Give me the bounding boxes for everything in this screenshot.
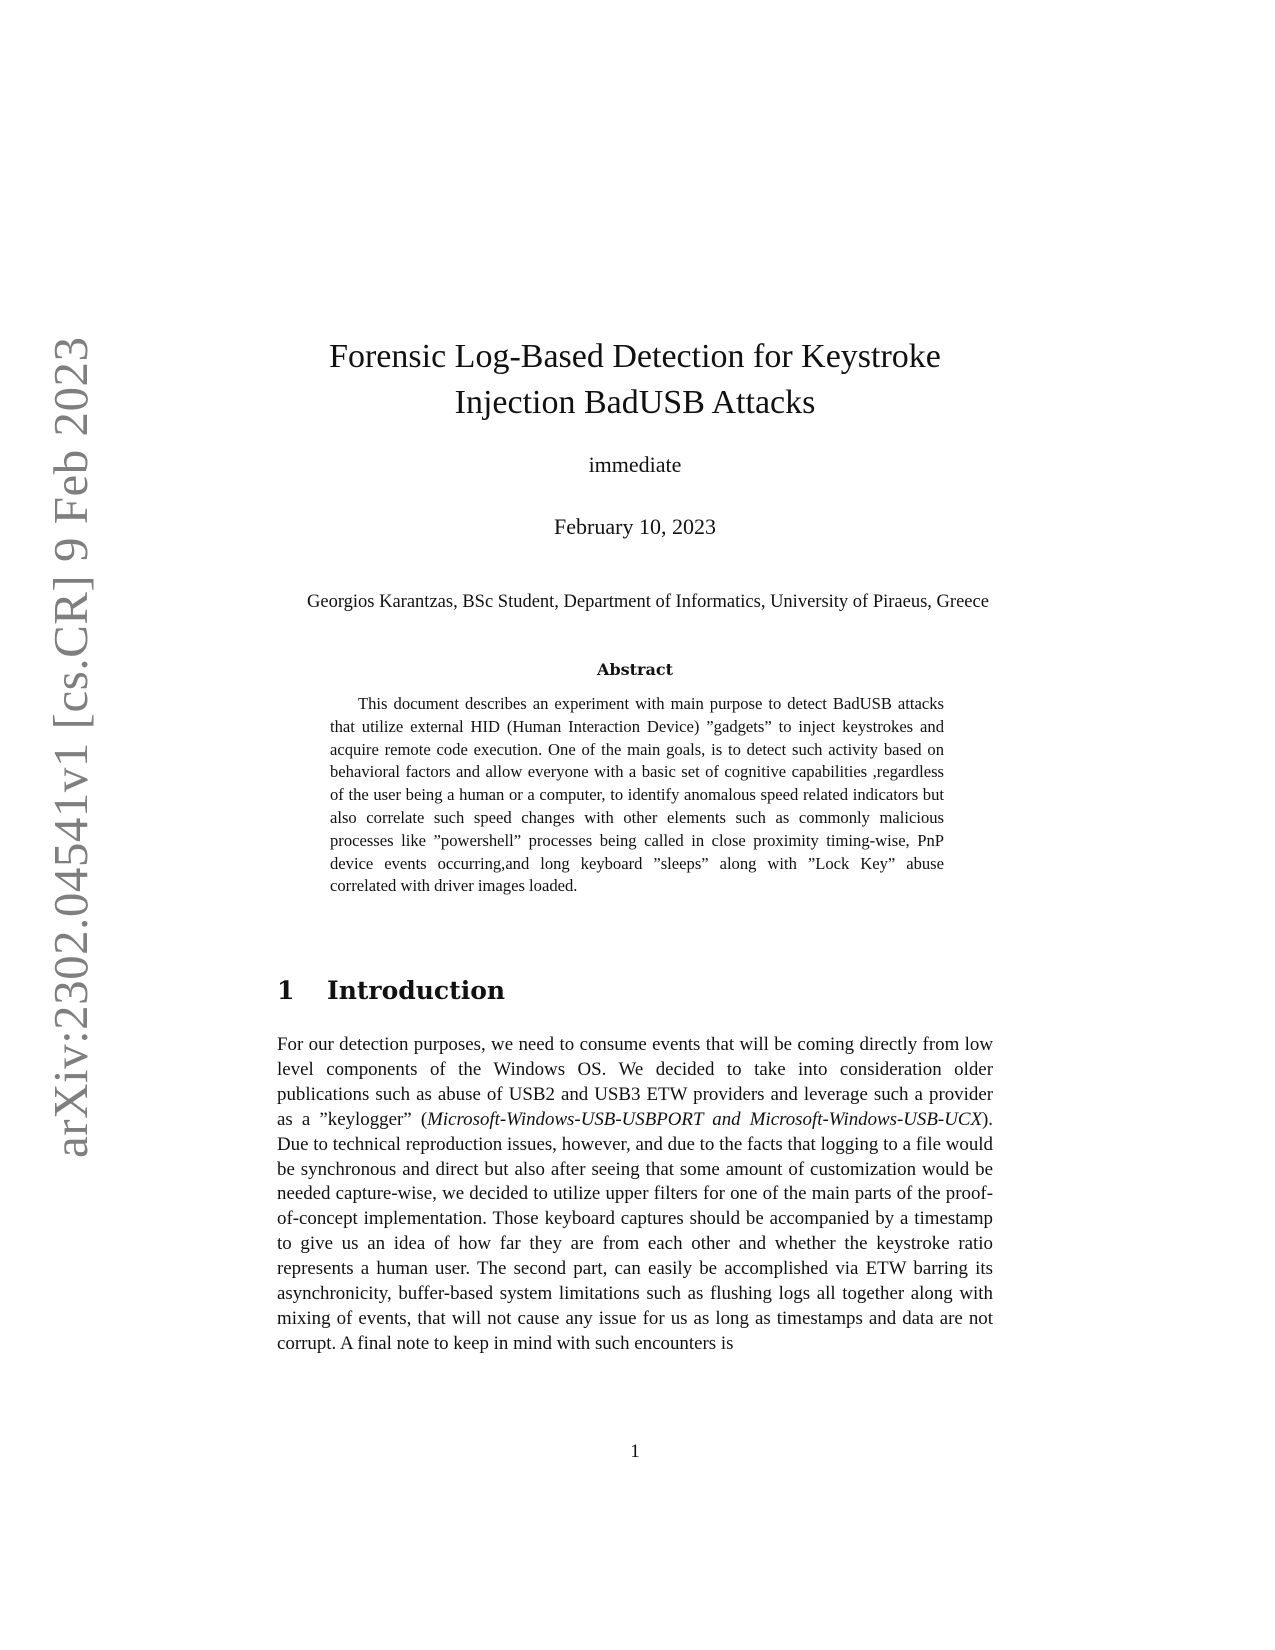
section-number: 1 [277,976,295,1005]
arxiv-sidebar-stamp: arXiv:2302.04541v1 [cs.CR] 9 Feb 2023 [43,336,98,1158]
page-number: 1 [630,1441,640,1462]
title-line-1: Forensic Log-Based Detection for Keystroke [329,338,941,375]
intro-text-part-2: ). Due to technical reproduction issues, however, and due to the facts that logging to a file would be synchronous and direct but also after seeing that some amount of customization would be needed capture-wise, we decided to utilize upper filters for one of the main parts of the proof-of-concept implementation. Those keyboard captures should be accompanied by a timestamp to give us an idea of how far they are from each other and whether the keystroke ratio represents a human user. The second part, can easily be accomplished via ETW barring its asynchronicity, buffer-based system limitations such as flushing logs all together along with mixing of events, that will not cause any issue for us as long as timestamps and data are not corrupt. A final note to keep in mind with such encounters is [277,1108,994,1354]
abstract-heading: Abstract [597,660,673,679]
author-affiliation: Georgios Karantzas, BSc Student, Department of Informatics, University of Piraeus, Greece [307,592,989,612]
intro-text-part-1: For our detection purposes, we need to consume events that will be coming directly from low level components of the Windows OS. We decided to take into consideration older publications such as abuse of USB2 and USB3 ETW providers and leverage such a provider as a ”keylogger” ( [277,1034,993,1130]
title-line-2: Injection BadUSB Attacks [454,384,816,421]
introduction-paragraph [277,1033,993,1357]
abstract-text: This document describes an experiment with main purpose to detect BadUSB attacks that utilize external HID (Human Interaction Device) ”gadgets” to inject keystrokes and acquire remote code execution. One of the main goals, is to detect such activity based on behavioral factors and allow everyone with a basic set of cognitive capabilities ,regardless of the user being a human or a computer, to identify anomalous speed related indicators but also correlate such speed changes with other elements such as commonly malicious processes like ”powershell” processes being called in close proximity timing-wise, PnP device events occurring,and long keyboard ”sleeps” along with ”Lock Key” abuse correlated with driver images loaded. [330,694,944,896]
paper-title [280,334,990,426]
section-heading-introduction [277,976,505,1005]
author-line: immediate [588,452,682,477]
intro-italic-provider-names: Microsoft-Windows-USB-USBPORT and Microsoft-Windows-USB-UCX [427,1108,982,1130]
section-title: Introduction [327,976,506,1005]
publication-date: February 10, 2023 [554,514,716,539]
